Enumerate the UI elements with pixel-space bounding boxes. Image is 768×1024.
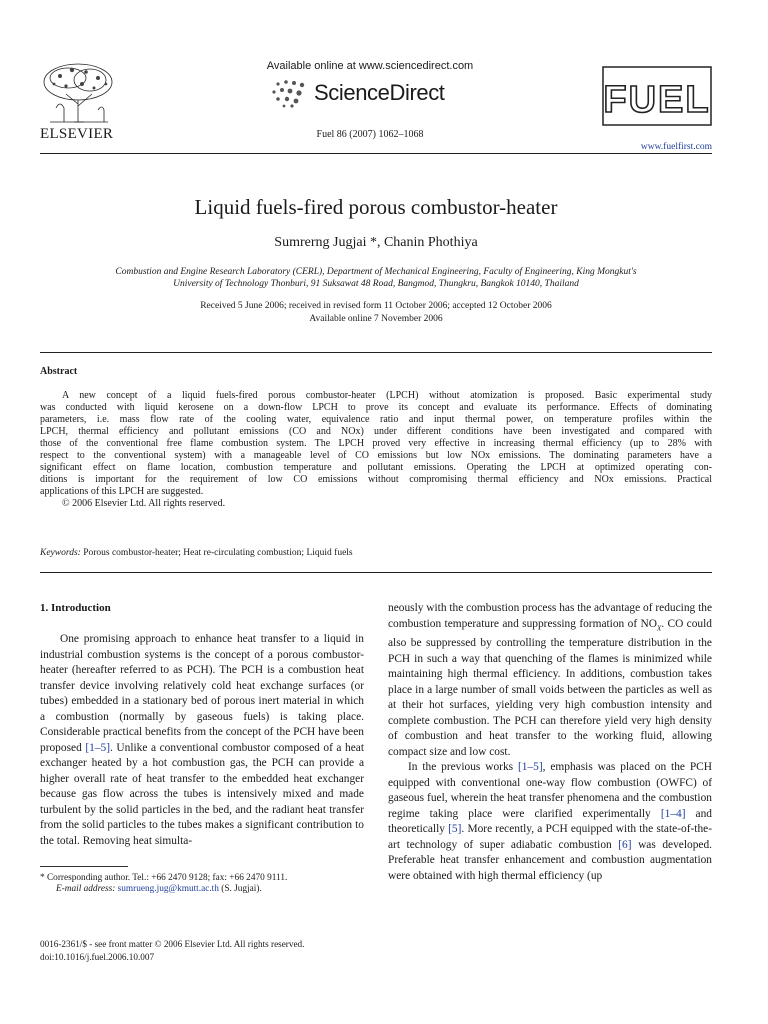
keywords-label: Keywords: xyxy=(40,548,81,558)
paragraph: One promising approach to enhance heat transfer to a liquid in industrial combustion systems is the concept of a porous combustor-heater (hereafter referred to as PCH). The PCH is a combustion heat transfer device involving relatively cold heat exchange surfaces (or tubes) embedded in a stationary bed of porous inert material in which a combustion (normally by gaseous fuels) is taking place. Considerable practical benefits from the concept of the PCH have been proposed [1–5]. Unlike a conventional combustor composed of a heat exchanger heated by a hot combustion gas, the PCH can provide a higher overall rate of heat transfer to the embedded heat exchanger because gas flow across the tubes is intensively mixed and made turbulent by the solid particles in the bed, and the radiant heat transfer from the solid particles to the tubes makes a significant contribution to the total. Removing heat simulta- xyxy=(40,633,365,847)
issn-copyright: 0016-2361/$ - see front matter © 2006 Elsevier Ltd. All rights reserved. xyxy=(40,939,305,949)
sciencedirect-dots-icon xyxy=(268,78,312,108)
email-label: E-mail address: xyxy=(56,884,116,894)
sciencedirect-wordmark: ScienceDirect xyxy=(314,80,445,105)
fuel-logo-text: FUEL xyxy=(603,79,711,121)
journal-homepage-link[interactable]: www.fuelfirst.com xyxy=(640,142,712,152)
fuel-journal-logo xyxy=(602,66,712,126)
abstract-line: respect to the conventional system) with a manageable level of CO emissions but low NOx emissions. The dominating parameters have a xyxy=(40,450,712,461)
article-authors: Sumrerng Jugjai *, Chanin Phothiya xyxy=(274,235,478,250)
sciencedirect-logo xyxy=(268,78,445,108)
received-dates: Received 5 June 2006; received in revised form 11 October 2006; accepted 12 October 2006 xyxy=(200,301,552,311)
citation-link[interactable]: [6] xyxy=(618,838,632,851)
right-column xyxy=(388,601,712,884)
abstract-line: LPCH, thermal efficiency and pollutant emissions (CO and NOx) under different conditions have been investigated and compared with xyxy=(40,426,712,437)
abstract-heading: Abstract xyxy=(40,366,78,377)
left-column xyxy=(40,632,364,849)
author-email-link[interactable]: sumrueng.jug@kmutt.ac.th xyxy=(117,884,219,894)
author-affiliation xyxy=(70,266,682,290)
citation-link[interactable]: [1–5] xyxy=(85,741,111,754)
article-title: Liquid fuels-fired porous combustor-heater xyxy=(194,195,558,219)
affiliation-line: University of Technology Thonburi, 91 Suksawat 48 Road, Bangmod, Thungkru, Bangkok 10140, Thailand xyxy=(173,279,579,289)
journal-reference: Fuel 86 (2007) 1062–1068 xyxy=(316,129,424,140)
publisher-name: ELSEVIER xyxy=(40,126,114,142)
keywords xyxy=(40,548,353,558)
available-online-date: Available online 7 November 2006 xyxy=(309,314,443,324)
abstract-line: © 2006 Elsevier Ltd. All rights reserved. xyxy=(62,498,226,509)
email-footnote: E-mail address: sumrueng.jug@kmutt.ac.th (S. Jugjai). xyxy=(56,884,262,894)
keywords-list: Porous combustor-heater; Heat re-circulating combustion; Liquid fuels xyxy=(83,548,353,558)
abstract-line: parameters, i.e. mass flow rate of the cooling water, equivalence ratio and input thermal power, on temperature profiles within the xyxy=(40,414,712,425)
citation-link[interactable]: [5] xyxy=(448,823,462,836)
header-divider xyxy=(40,153,712,154)
section-heading-introduction: 1. Introduction xyxy=(40,602,111,614)
paragraph: neously with the combustion process has the advantage of reducing the combustion temperature and suppressing formation of $NO_X$. CO could also be suppressed by controlling the temperature distribution in the PCH in such a way that quenching of the flames is minimized while maintaining high thermal efficiency. In additions, combustion takes place in a large number of small voids between the particles as well as at their hot surfaces, yielding very high combustion intensity and complete combustion. The PCH can therefore yield very high density of combustion and heat transfer to the working fluid, allowing compact size and low cost. xyxy=(388,602,712,758)
abstract-bottom-divider xyxy=(40,572,712,573)
elsevier-tree-logo xyxy=(38,60,120,128)
abstract-line: those of the conventional free flame combustion system. The LPCH proved very effective in increasing thermal efficiency (up to 28% with xyxy=(40,438,712,449)
footnote-divider xyxy=(40,866,128,867)
citation-link[interactable]: [1–5] xyxy=(517,761,543,774)
citation-link[interactable]: [1–4] xyxy=(660,807,686,820)
corresponding-author-footnote: * Corresponding author. Tel.: +66 2470 9128; fax: +66 2470 9111. xyxy=(40,873,288,883)
abstract-line: significant effect on flame location, combustion temperature and pollutant emissions. Operating the LPCH at optimized operating con- xyxy=(40,462,712,473)
abstract-line: A new concept of a liquid fuels-fired porous combustor-heater (LPCH) without atomization is proposed. Basic experimental study xyxy=(62,390,712,401)
paragraph: In the previous works [1–5], emphasis was placed on the PCH equipped with conventional one-way flow combustion (OWFC) of gaseous fuel, wherein the heat transfer phenomena and the combustion regime taking place were clarified experimentally [1–4] and theoretically [5]. More recently, a PCH equipped with the state-of-the-art technology of super adiabatic combustion [6] was developed. Preferable heat transfer enhancement and combustion augmentation were obtained with high thermal efficiency (up xyxy=(388,761,712,882)
abstract-line: ditions is important for the requirement of low CO emissions without compromising thermal efficiency and NOx emissions. Practical xyxy=(40,474,712,485)
doi: doi:10.1016/j.fuel.2006.10.007 xyxy=(40,952,155,962)
abstract-line: applications of this LPCH are suggested. xyxy=(40,486,204,497)
abstract-line: was conducted with liquid kerosene on a down-flow LPCH to prove its concept and evaluate its performance. Effects of dominating xyxy=(40,402,712,413)
available-online-banner: Available online at www.sciencedirect.com xyxy=(266,60,474,72)
affiliation-line: Combustion and Engine Research Laboratory (CERL), Department of Mechanical Engineering, Faculty of Engineering, King Mongkut's xyxy=(115,267,637,277)
abstract-top-divider xyxy=(40,352,712,353)
